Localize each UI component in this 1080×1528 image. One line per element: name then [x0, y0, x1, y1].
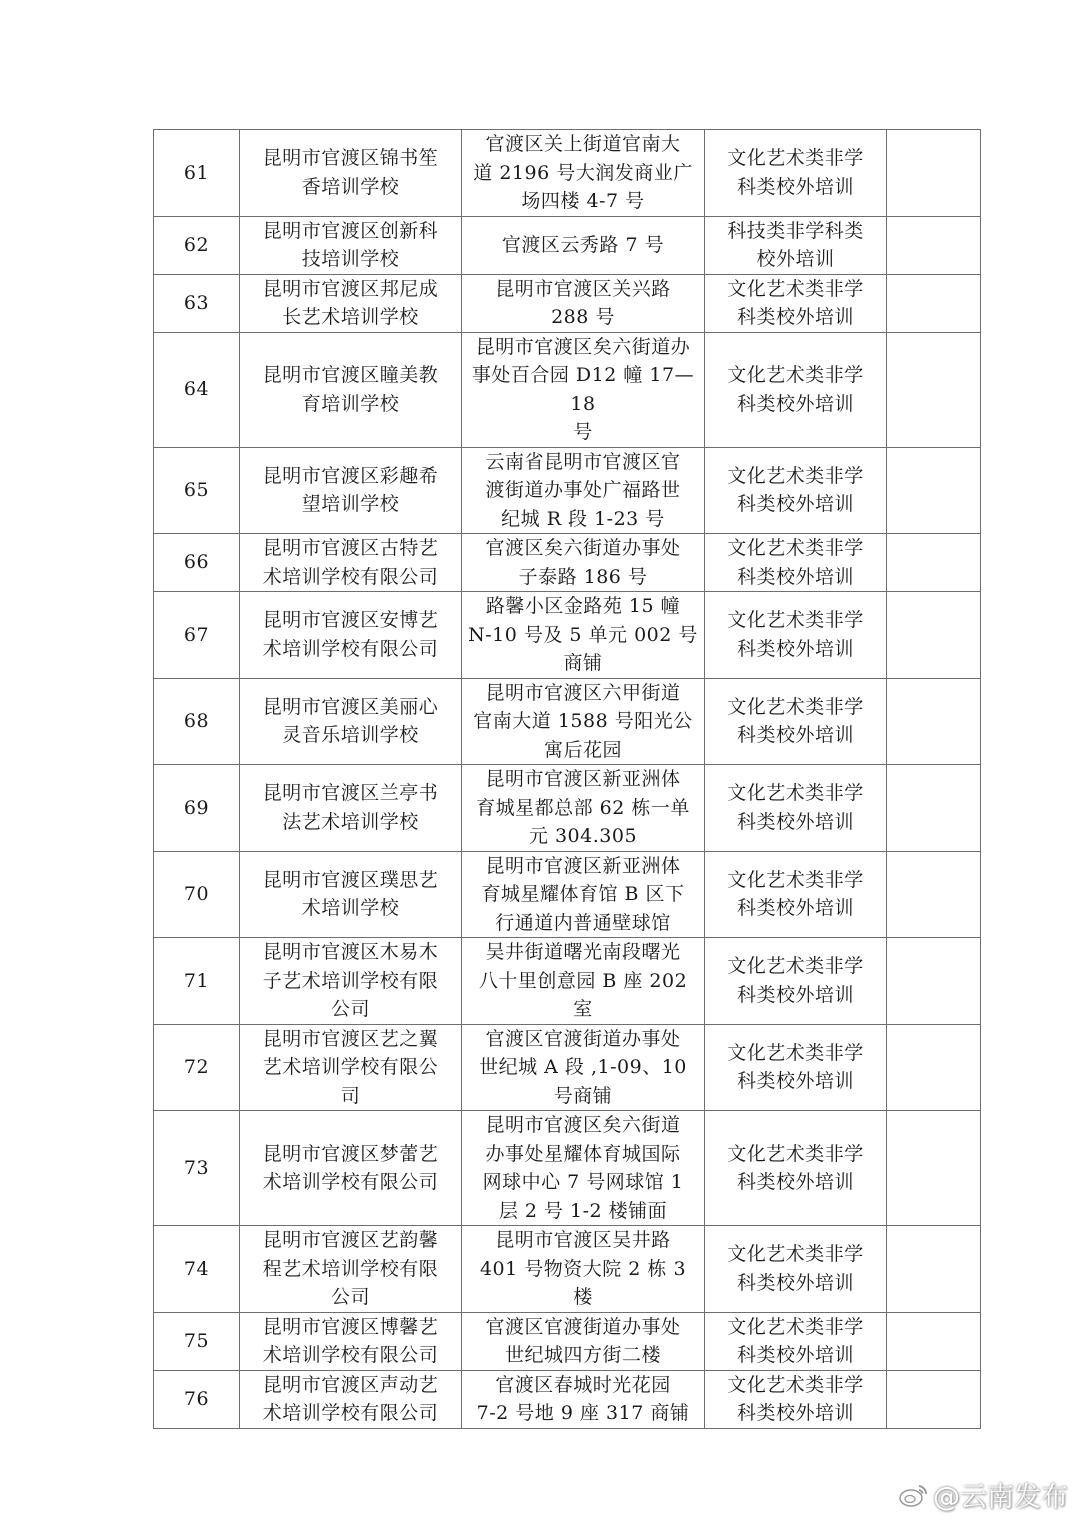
school-name-cell — [240, 1370, 462, 1428]
school-name-cell — [240, 678, 462, 765]
school-name: 昆明市官渡区璞思艺 术培训学校 — [262, 868, 439, 920]
school-name-cell — [240, 332, 462, 447]
row-number-cell — [154, 447, 240, 534]
school-name-cell — [240, 1226, 462, 1313]
table-row — [154, 447, 981, 534]
table-row — [154, 765, 981, 852]
address-cell — [462, 274, 705, 332]
row-number: 74 — [183, 1257, 210, 1280]
row-number: 67 — [183, 623, 210, 646]
school-address: 官渡区官渡街道办事处 世纪城 A 段 ,1-09、10 号商铺 — [479, 1027, 687, 1107]
table-row — [154, 1312, 981, 1370]
school-address: 昆明市官渡区六甲街道 官南大道 1588 号阳光公 寓后花园 — [473, 681, 693, 761]
row-number-cell — [154, 1226, 240, 1313]
row-number: 72 — [183, 1056, 210, 1078]
training-type: 文化艺术类非学 科类校外培训 — [727, 1142, 864, 1193]
school-address: 昆明市官渡区矣六街道办 事处百合园 D12 幢 17—18 号 — [471, 335, 695, 443]
row-number-cell — [154, 592, 240, 679]
training-type: 文化艺术类非学 科类校外培训 — [727, 277, 864, 328]
address-cell — [462, 592, 705, 679]
table-row — [154, 938, 981, 1025]
school-address: 昆明市官渡区关兴路 288 号 — [495, 277, 671, 328]
school-name-cell — [240, 938, 462, 1025]
school-name: 昆明市官渡区美丽心 灵音乐培训学校 — [262, 695, 439, 747]
school-name: 昆明市官渡区彩趣希 望培训学校 — [262, 464, 439, 516]
row-number-cell — [154, 130, 240, 217]
school-name-cell — [240, 1111, 462, 1226]
training-type: 文化艺术类非学 科类校外培训 — [727, 1243, 864, 1294]
row-number-cell — [154, 534, 240, 592]
school-name-cell — [240, 1312, 462, 1370]
row-number-cell — [154, 1312, 240, 1370]
school-address: 官渡区官渡街道办事处 世纪城四方街二楼 — [485, 1315, 681, 1366]
weibo-watermark — [899, 1475, 1068, 1514]
school-address: 昆明市官渡区新亚洲体 育城星都总部 62 栋一单 元 304.305 — [476, 768, 690, 847]
training-type: 文化艺术类非学 科类校外培训 — [727, 695, 864, 747]
table-row — [154, 216, 981, 274]
address-cell — [462, 1370, 705, 1428]
remarks-cell — [887, 1312, 981, 1370]
row-number: 63 — [183, 291, 210, 314]
remarks-cell — [887, 447, 981, 534]
row-number: 61 — [183, 161, 210, 184]
training-type: 文化艺术类非学 科类校外培训 — [727, 464, 864, 516]
table-row — [154, 851, 981, 938]
row-number-cell — [154, 851, 240, 938]
address-cell — [462, 938, 705, 1025]
school-name-cell — [240, 765, 462, 852]
row-number-cell — [154, 678, 240, 765]
row-number: 69 — [183, 796, 210, 819]
row-number-cell — [154, 1024, 240, 1111]
remarks-cell — [887, 332, 981, 447]
training-type: 文化艺术类非学 科类校外培训 — [727, 955, 864, 1006]
address-cell — [462, 851, 705, 938]
training-type-cell — [705, 1370, 887, 1428]
row-number: 64 — [183, 378, 210, 401]
remarks-cell — [887, 130, 981, 217]
row-number: 75 — [183, 1329, 210, 1352]
school-name-cell — [240, 1024, 462, 1111]
school-name: 昆明市官渡区安博艺 术培训学校有限公司 — [262, 609, 439, 660]
address-cell — [462, 130, 705, 217]
school-name-cell — [240, 130, 462, 217]
school-name: 昆明市官渡区邦尼成 长艺术培训学校 — [262, 277, 439, 328]
school-name: 昆明市官渡区梦蕾艺 术培训学校有限公司 — [262, 1142, 439, 1193]
address-cell — [462, 1312, 705, 1370]
training-type-cell — [705, 447, 887, 534]
row-number-cell — [154, 216, 240, 274]
school-name: 昆明市官渡区艺韵馨 程艺术培训学校有限 公司 — [262, 1229, 439, 1308]
school-address: 昆明市官渡区矣六街道 办事处星耀体育城国际 网球中心 7 号网球馆 1 层 2 号 1-2 楼铺面 — [482, 1114, 684, 1222]
row-number: 66 — [183, 551, 210, 574]
training-type-cell — [705, 274, 887, 332]
remarks-cell — [887, 592, 981, 679]
remarks-cell — [887, 765, 981, 852]
training-type-cell — [705, 765, 887, 852]
training-type: 文化艺术类非学 科类校外培训 — [727, 1373, 864, 1424]
address-cell — [462, 332, 705, 447]
school-name-cell — [240, 216, 462, 274]
remarks-cell — [887, 1370, 981, 1428]
row-number-cell — [154, 765, 240, 852]
training-type: 文化艺术类非学 科类校外培训 — [727, 364, 864, 415]
training-type-cell — [705, 678, 887, 765]
table-row — [154, 1226, 981, 1313]
school-address: 官渡区春城时光花园 7-2 号地 9 座 317 商铺 — [476, 1373, 690, 1424]
remarks-cell — [887, 1111, 981, 1226]
remarks-cell — [887, 851, 981, 938]
school-name: 昆明市官渡区声动艺 术培训学校有限公司 — [262, 1373, 439, 1424]
remarks-cell — [887, 938, 981, 1025]
remarks-cell — [887, 678, 981, 765]
row-number: 73 — [183, 1156, 210, 1179]
training-type: 文化艺术类非学 科类校外培训 — [727, 868, 864, 920]
school-address: 昆明市官渡区吴井路 401 号物资大院 2 栋 3 楼 — [479, 1229, 687, 1308]
school-address: 云南省昆明市官渡区官 渡街道办事处广福路世 纪城 R 段 1-23 号 — [485, 450, 681, 530]
watermark-text: @云南发布 — [933, 1482, 1068, 1513]
school-name: 昆明市官渡区古特艺 术培训学校有限公司 — [262, 537, 439, 588]
table-row — [154, 1370, 981, 1428]
training-type-cell — [705, 1312, 887, 1370]
training-type-cell — [705, 938, 887, 1025]
row-number: 68 — [183, 710, 210, 732]
remarks-cell — [887, 1226, 981, 1313]
table-row — [154, 274, 981, 332]
training-type: 文化艺术类非学 科类校外培训 — [727, 1315, 864, 1366]
school-name-cell — [240, 592, 462, 679]
training-type-cell — [705, 851, 887, 938]
weibo-icon — [899, 1482, 929, 1508]
school-name: 昆明市官渡区创新科 技培训学校 — [262, 219, 439, 270]
address-cell — [462, 1226, 705, 1313]
school-name: 昆明市官渡区木易木 子艺术培训学校有限 公司 — [262, 941, 439, 1020]
row-number: 76 — [183, 1387, 210, 1410]
row-number-cell — [154, 1370, 240, 1428]
school-address: 官渡区矣六街道办事处 子泰路 186 号 — [485, 537, 681, 588]
address-cell — [462, 765, 705, 852]
remarks-cell — [887, 534, 981, 592]
training-type-cell — [705, 332, 887, 447]
table-row — [154, 332, 981, 447]
school-name: 昆明市官渡区锦书笙 香培训学校 — [262, 147, 439, 198]
table-row — [154, 592, 981, 679]
school-name: 昆明市官渡区兰亭书 法艺术培训学校 — [262, 782, 439, 833]
school-name-cell — [240, 851, 462, 938]
address-cell — [462, 216, 705, 274]
row-number: 71 — [183, 969, 210, 992]
training-type: 文化艺术类非学 科类校外培训 — [727, 782, 864, 833]
remarks-cell — [887, 274, 981, 332]
training-type-cell — [705, 130, 887, 217]
training-type: 科技类非学科类 校外培训 — [727, 219, 864, 270]
row-number-cell — [154, 1111, 240, 1226]
school-address: 官渡区关上街道官南大 道 2196 号大润发商业广 场四楼 4-7 号 — [473, 133, 693, 212]
row-number-cell — [154, 274, 240, 332]
row-number: 65 — [183, 479, 210, 501]
training-type: 文化艺术类非学 科类校外培训 — [727, 609, 864, 660]
address-cell — [462, 1111, 705, 1226]
training-type: 文化艺术类非学 科类校外培训 — [727, 1041, 864, 1093]
remarks-cell — [887, 216, 981, 274]
school-name-cell — [240, 447, 462, 534]
school-address: 路馨小区金路苑 15 幢 N-10 号及 5 单元 002 号 商铺 — [468, 595, 698, 674]
table-row — [154, 1111, 981, 1226]
training-school-table — [153, 129, 981, 1429]
training-type-cell — [705, 1226, 887, 1313]
training-type-cell — [705, 1111, 887, 1226]
row-number: 62 — [183, 233, 210, 256]
row-number: 70 — [183, 883, 210, 905]
table-row — [154, 678, 981, 765]
table-row — [154, 130, 981, 217]
school-address: 官渡区云秀路 7 号 — [501, 233, 665, 256]
address-cell — [462, 1024, 705, 1111]
training-type-cell — [705, 216, 887, 274]
training-type-cell — [705, 534, 887, 592]
address-cell — [462, 447, 705, 534]
school-name-cell — [240, 274, 462, 332]
training-type: 文化艺术类非学 科类校外培训 — [727, 537, 864, 588]
school-name: 昆明市官渡区瞳美教 育培训学校 — [262, 364, 439, 415]
table-row — [154, 1024, 981, 1111]
school-name-cell — [240, 534, 462, 592]
school-address: 吴井街道曙光南段曙光 八十里创意园 B 座 202 室 — [478, 941, 688, 1020]
training-type-cell — [705, 592, 887, 679]
school-address: 昆明市官渡区新亚洲体 育城星耀体育馆 B 区下 行通道内普通壁球馆 — [481, 854, 685, 934]
school-name: 昆明市官渡区艺之翼 艺术培训学校有限公 司 — [262, 1027, 439, 1107]
table-row — [154, 534, 981, 592]
school-name: 昆明市官渡区博馨艺 术培训学校有限公司 — [262, 1315, 439, 1366]
training-type: 文化艺术类非学 科类校外培训 — [727, 147, 864, 198]
address-cell — [462, 534, 705, 592]
row-number-cell — [154, 938, 240, 1025]
table-body — [154, 130, 981, 1429]
remarks-cell — [887, 1024, 981, 1111]
row-number-cell — [154, 332, 240, 447]
training-type-cell — [705, 1024, 887, 1111]
address-cell — [462, 678, 705, 765]
